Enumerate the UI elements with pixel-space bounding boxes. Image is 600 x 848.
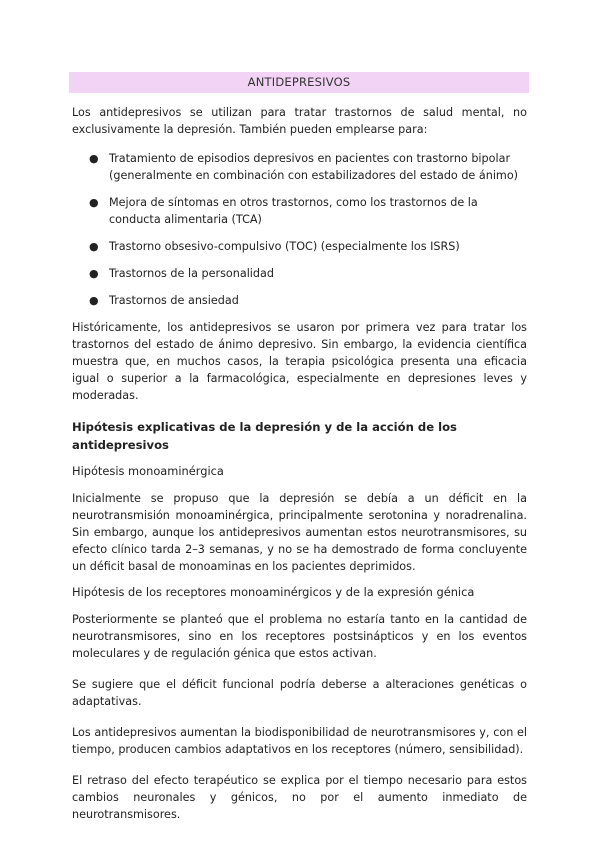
intro-paragraph: Los antidepresivos se utilizan para tratar trastornos de salud mental, no exclusivamente la depresión. También pueden emplearse para:	[72, 106, 527, 136]
receptors-paragraph: El retraso del efecto terapéutico se explica por el tiempo necesario para estos cambios neuronales y génicos, no por el aumento inmediato de neurotransmisores.	[72, 774, 527, 821]
list-item	[72, 265, 527, 282]
receptors-paragraph: Los antidepresivos aumentan la biodisponibilidad de neurotransmisores y, con el tiempo, producen cambios adaptativos en los receptores (número, sensibilidad).	[72, 726, 527, 756]
subsection-heading-receptors: Hipótesis de los receptores monoaminérgicos y de la expresión génica	[72, 585, 475, 599]
list-item	[72, 292, 527, 309]
monoamine-paragraph: Inicialmente se propuso que la depresión se debía a un déficit en la neurotransmisión monoaminérgica, principalmente serotonina y noradrenalina. Sin embargo, aunque los antidepresivos aumentan estos neurotransmisores, su efecto clínico tarda 2–3 semanas, y no se ha demostrado de forma concluyente un déficit basal de monoaminas en los pacientes deprimidos.	[72, 492, 527, 573]
section-heading: Hipótesis explicativas de la depresión y de la acción de los antidepresivos	[72, 420, 457, 452]
list-item	[72, 194, 527, 228]
list-item	[72, 150, 527, 184]
bullet-icon: ●	[89, 196, 99, 209]
list-item-text: Mejora de síntomas en otros trastornos, como los trastornos de la conducta alimentaria (TCA)	[109, 196, 478, 226]
bullet-icon: ●	[89, 294, 99, 307]
list-item-text: Trastorno obsesivo-compulsivo (TOC) (especialmente los ISRS)	[109, 240, 460, 253]
document-body	[72, 104, 527, 823]
history-paragraph: Históricamente, los antidepresivos se usaron por primera vez para tratar los trastornos del estado de ánimo depresivo. Sin embargo, la evidencia científica muestra que, en muchos casos, la terapia psicológica presenta una eficacia igual o superior a la farmacológica, especialmente en depresiones leves y moderadas.	[72, 321, 527, 402]
subsection-heading-monoamine: Hipótesis monoaminérgica	[72, 464, 224, 478]
receptors-paragraph: Se sugiere que el déficit funcional podría deberse a alteraciones genéticas o adaptativas.	[72, 678, 527, 708]
receptors-paragraph: Posteriormente se planteó que el problema no estaría tanto en la cantidad de neurotransmisores, sino en los receptores postsinápticos y en los eventos moleculares y de regulación génica que estos activan.	[72, 613, 527, 660]
bullet-icon: ●	[89, 240, 99, 253]
list-item-text: Tratamiento de episodios depresivos en pacientes con trastorno bipolar (generalmente en combinación con estabilizadores del estado de ánimo)	[109, 152, 519, 182]
uses-list	[72, 150, 527, 309]
list-item-text: Trastornos de ansiedad	[109, 294, 239, 307]
document-title: ANTIDEPRESIVOS	[69, 72, 529, 93]
bullet-icon: ●	[89, 152, 99, 165]
list-item	[72, 238, 527, 255]
list-item-text: Trastornos de la personalidad	[109, 267, 274, 280]
bullet-icon: ●	[89, 267, 99, 280]
